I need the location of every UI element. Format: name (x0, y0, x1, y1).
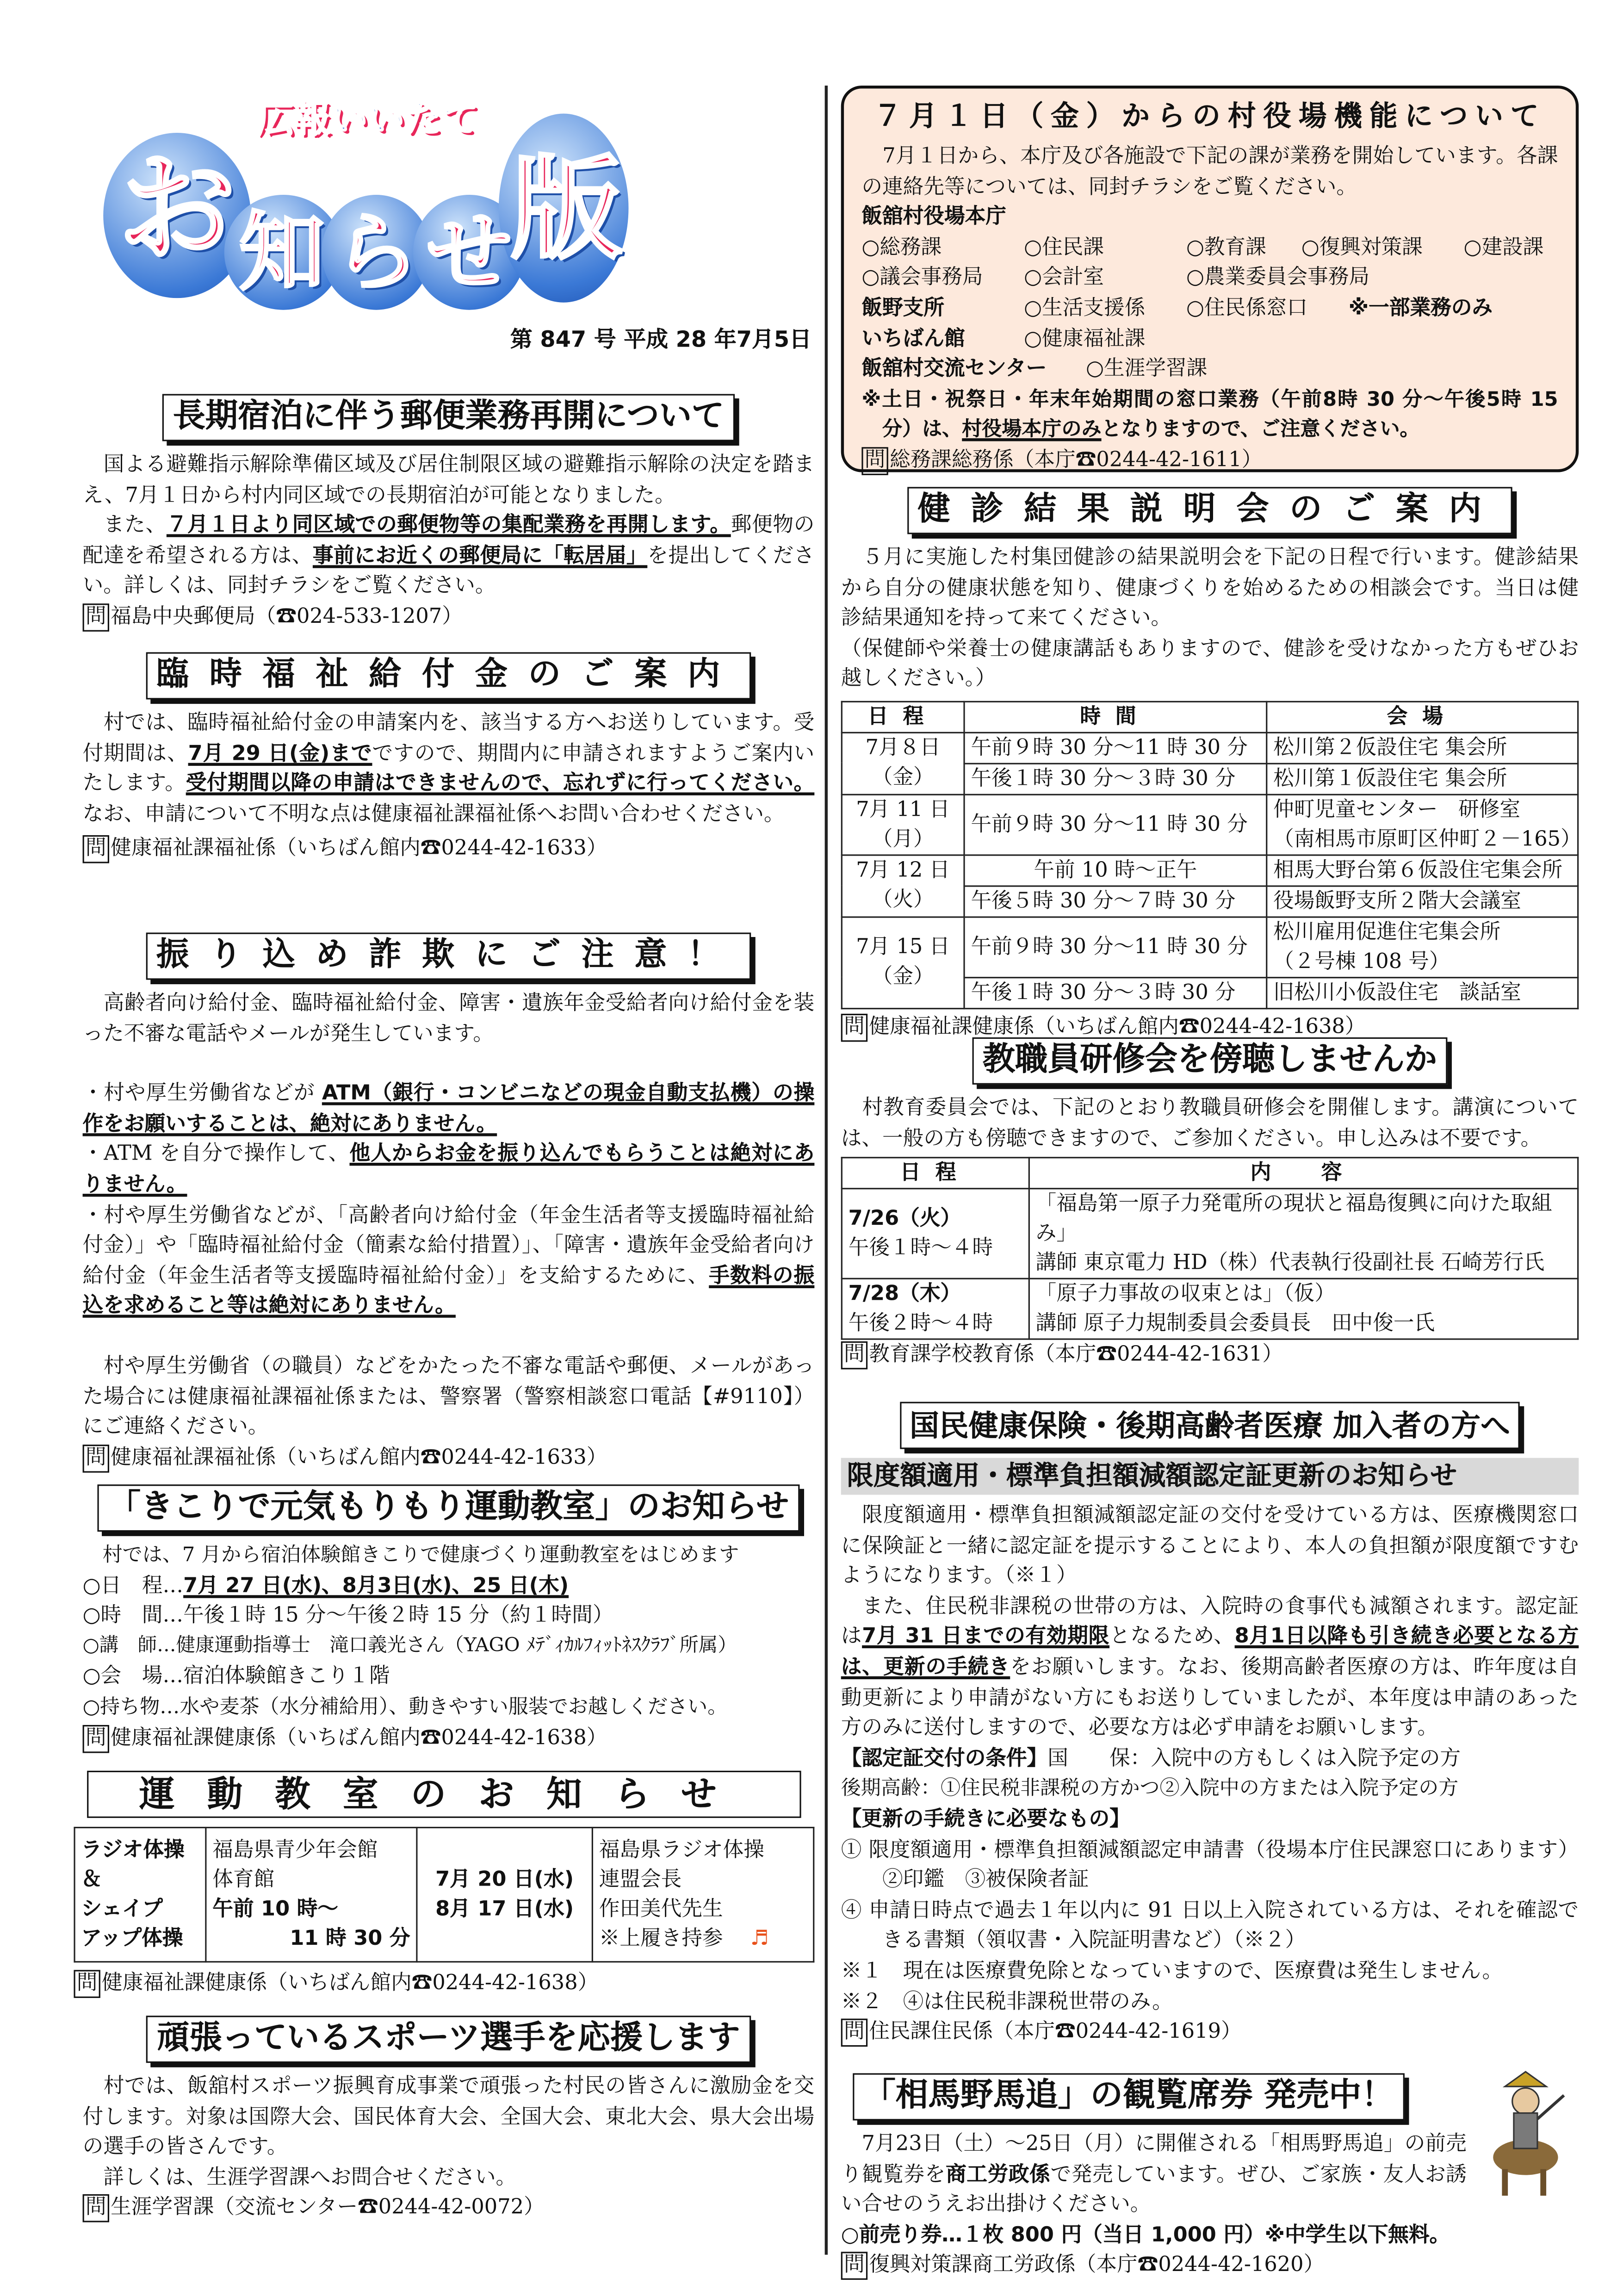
text-segment: 村では、飯舘村スポーツ振興育成事業で頑張った村民の皆さんに激励金を交付します。対象は国際大会、国民体育大会、全国大会、東北大会、県大会出場の選手の皆さんです。 (82, 2074, 815, 2159)
date-cell (842, 917, 964, 1009)
exercise-class-table (74, 1827, 814, 1962)
cell-line: （南相馬市原町区仲町２－165） (1273, 827, 1581, 851)
cell-line: 松川第１仮設住宅 集会所 (1273, 767, 1507, 791)
inquiry-mark: 問 (841, 2253, 867, 2281)
ticket-price: ○前売り券…１枚 800 円（当日 1,000 円）※中学生以下無料。 (841, 2223, 1450, 2247)
time-text: 午後２時～４時 (848, 1312, 993, 1336)
paragraph (83, 511, 815, 602)
text-segment: 詳しくは、生涯学習課へお問合せください。 (82, 2166, 517, 2190)
paragraph (83, 450, 815, 511)
venue-cell (1267, 886, 1578, 917)
instructor-line: 作田美代先生 (599, 1898, 723, 1922)
paragraph (83, 1352, 815, 1443)
emphasized-text: 7月 31 日までの有効期限 (862, 1625, 1110, 1649)
issue-number-date: 第 847 号 平成 28 年7月5日 (510, 326, 812, 353)
weekend-note (861, 385, 1558, 446)
venue-cell (1267, 794, 1581, 855)
logo-char: 知 (239, 202, 325, 303)
text-segment: また、 (82, 514, 167, 538)
contact-text: 福島中央郵便局（☎024-533-1207） (111, 605, 463, 629)
time-line: 11 時 30 分 (290, 1927, 410, 1951)
section-subheading: 限度額適用・標準負担額減額認定証更新のお知らせ (841, 1458, 1579, 1495)
condition-text: 国 保：入院中の方もしくは入院予定の方 (1047, 1746, 1461, 1771)
detail-item (83, 1632, 815, 1662)
section-heading: 健診結果説明会のご案内 (907, 487, 1512, 534)
table-row (842, 794, 1578, 855)
inquiry-mark: 問 (83, 836, 109, 864)
text-segment: ・村や厚生労働省などが (82, 1082, 322, 1106)
venue-cell (1267, 855, 1578, 886)
text-segment: となりますので、ご注意ください。 (1101, 418, 1420, 442)
section-heading: 「相馬野馬追」の観覧席券 発売中！ (853, 2073, 1404, 2121)
date-cell (842, 855, 964, 917)
program-cell (74, 1828, 206, 1962)
date-cell (842, 732, 964, 794)
contact-text: 教育課学校教育係（本庁☎0244-42-1631） (869, 1343, 1283, 1367)
place-line: 福島県青少年会館 (212, 1838, 378, 1862)
section-heading: 長期宿泊に伴う郵便業務再開について (162, 394, 734, 441)
logo-char: お (118, 140, 236, 278)
contact-text: 復興対策課商工労政係（本庁☎0244-42-1620） (869, 2253, 1325, 2277)
exercise-class-section (74, 1771, 814, 1999)
inquiry-mark: 問 (74, 1970, 100, 1998)
welfare-benefit-section (83, 652, 815, 865)
bullet-item (83, 1140, 815, 1200)
venue-cell (1267, 732, 1578, 763)
cell-line: 講師 原子力規制委員会委員長 田中俊一氏 (1035, 1312, 1435, 1336)
paragraph: ５月に実施した村集団健診の結果説明会を下記の日程で行います。健診結果から自分の健康状態を知り、健康づくりを始めるための相談会です。当日は健診結果通知を持って来てください。 (841, 546, 1579, 631)
time-cell: 午後５時 30 分～７時 30 分 (964, 886, 1267, 917)
time-cell: 午後１時 30 分～３時 30 分 (964, 763, 1267, 794)
date-cell (842, 1189, 1029, 1279)
paragraph (83, 1540, 815, 1571)
date-text: 7/28（木） (848, 1282, 961, 1306)
inquiry-mark: 問 (841, 2019, 867, 2047)
emphasized-text: ATM（銀行・コンビニなどの現金自動支払機）の操作をお願いすることは、絶対にありません。 (82, 1082, 815, 1136)
logo-subtitle: 広報いいたて (256, 97, 478, 140)
table-header-row (842, 1158, 1578, 1189)
section-heading: 頑張っているスポーツ選手を応援します (147, 2016, 750, 2063)
table-row (842, 1279, 1578, 1340)
text-segment: をお願いします。なお、後期高齢者医療の方は、昨年度は自動更新により申請がない方にもお送りしていましたが、本年度は申請のあった方のみに送付しますので、必要な方は必ず申請をお願いします。 (841, 1655, 1579, 1740)
column-header: 会場 (1267, 701, 1578, 732)
office-location: 飯舘村交流センター (861, 357, 1047, 381)
requirement-item: ① 限度額適用・標準負担額減額認定申請書（役場本庁住民課窓口にあります）②印鑑 ③被保険者証 (841, 1837, 1579, 1892)
paragraph (841, 1501, 1579, 1592)
contact-info (83, 1443, 815, 1473)
nomaoi-ticket-section (841, 2073, 1579, 2282)
date-cell (842, 1279, 1029, 1340)
table-row (842, 732, 1578, 763)
venue-cell (1267, 978, 1578, 1009)
cell-line: （２号棟 108 号） (1273, 950, 1450, 974)
text-segment: 村では、7 月から宿泊体験館きこりで健康づくり運動教室をはじめます (82, 1543, 739, 1567)
department-row (861, 294, 1558, 324)
office-location: いちばん館 (861, 327, 965, 351)
condition-line: 後期高齢：①住民税非課税の方かつ②入院中の方または入院予定の方 (841, 1777, 1459, 1801)
section-heading: 運動教室のお知らせ (87, 1771, 801, 1818)
checkup-schedule-table (841, 701, 1579, 1010)
section-heading: 振り込め詐欺にご注意！ (146, 932, 751, 980)
paragraph: 村教育委員会では、下記のとおり教職員研修会を開催します。講演については、一般の方も傍聴できますので、ご参加ください。申し込みは不要です。 (841, 1096, 1579, 1151)
text-segment: を提出してください。詳しくは、同封チラシをご覧ください。 (82, 544, 815, 598)
bullet-item (83, 1200, 815, 1322)
department: ○建設課 (1463, 236, 1544, 260)
department: ○住民係窓口 (1186, 296, 1308, 320)
paragraph (841, 1592, 1579, 1744)
contact-info (74, 1968, 814, 1999)
contact-info (841, 2251, 1579, 2281)
contact-text: 健康福祉課福祉係（いちばん館内☎0244-42-1633） (111, 1446, 607, 1470)
department: ○教育課 (1186, 236, 1266, 260)
column-header: 時間 (964, 701, 1267, 732)
newsletter-logo (103, 92, 627, 313)
column-header: 日程 (842, 1158, 1029, 1189)
cell-line: 7月 15 日 (856, 936, 950, 960)
place-time-cell (206, 1828, 417, 1962)
department-row (861, 263, 1558, 294)
kikori-exercise-section (83, 1484, 815, 1753)
contact-info (83, 2193, 815, 2224)
text-segment: で発売しています。ぜひ、ご家族・友人お誘い合せのうえお出掛けください。 (841, 2162, 1467, 2217)
cell-line: （金） (872, 766, 934, 790)
date-line: 8月 17 日(水) (435, 1898, 574, 1922)
emphasized-text: ７月１日より同区域での郵便物等の集配業務を再開します。 (166, 514, 731, 538)
table-row (842, 917, 1578, 978)
department: ○総務課 (861, 236, 942, 260)
program-line: シェイプ (81, 1898, 163, 1922)
contact-info (83, 602, 815, 633)
music-note-icon: ♬ (750, 1927, 769, 1951)
contact-text: 総務課総務係（本庁☎0244-42-1611） (889, 448, 1263, 472)
detail-item (83, 1601, 815, 1632)
text-segment: ですので、期間内に申請されますようご案内いたします。 (82, 741, 815, 796)
text-segment: ○講 師…健康運動指導士 滝口義光さん（YAGO ﾒﾃﾞｨｶﾙﾌｨｯﾄﾈｽｸﾗﾌﾞ所属） (82, 1634, 737, 1657)
text-segment: となるため、 (1109, 1625, 1235, 1649)
contact-text: 健康福祉課健康係（いちばん館内☎0244-42-1638） (102, 1971, 599, 1995)
office-location: 飯野支所 (861, 296, 944, 320)
instructor-cell (592, 1828, 813, 1962)
contact-text: 生涯学習課（交流センター☎0244-42-0072） (111, 2196, 545, 2220)
contact-text: 住民課住民係（本庁☎0244-42-1619） (869, 2020, 1242, 2044)
emphasized-text: 事前にお近くの郵便局に「転居届」 (312, 544, 648, 568)
cell-line: 7月８日 (865, 737, 941, 761)
date-line: 7月 20 日(水) (435, 1868, 574, 1892)
table-row (74, 1828, 814, 1962)
emphasized-text: 村役場本庁のみ (962, 418, 1102, 442)
contact-info (841, 1340, 1579, 1371)
emphasized-text: 8月1日以降も引き続き必要となる方は、更新の手続き (841, 1625, 1579, 1679)
cell-line: （金） (872, 966, 934, 990)
section-heading: 国民健康保険・後期高齢者医療 加入者の方へ (899, 1402, 1520, 1449)
cell-line: 仲町児童センター 研修室 (1273, 798, 1521, 822)
table-row (842, 855, 1578, 886)
training-schedule-table (841, 1157, 1579, 1340)
text-segment: ○日 程… (82, 1574, 184, 1598)
table-row (842, 1189, 1578, 1279)
condition-line (841, 1744, 1579, 1775)
text-segment: また、住民税非課税の世帯の方は、入院時の食事代も減額されます。認定証は (841, 1595, 1579, 1649)
text-segment: 村では、臨時福祉給付金の申請案内を、該当する方へお送りしています。受付期間は、 (82, 711, 815, 765)
venue-cell (1267, 917, 1578, 978)
text-segment: 商工労政係 (946, 2162, 1051, 2186)
program-line: ＆ (81, 1868, 102, 1892)
text-segment: ・村や厚生労働省などが、「高齢者向け給付金（年金生活者等支援臨時福祉給付金）」や「臨時福祉給付金（簡素な給付措置）」、「障害・遺族年金受給者向け給付金（年金生活者等支援臨時福祉給付金）」を支給するために、 (82, 1203, 815, 1288)
emphasized-text: 他人からお金を振り込んでもらうことは絶対にありません。 (82, 1142, 815, 1197)
contact-text: 健康福祉課健康係（いちばん館内☎0244-42-1638） (111, 1725, 607, 1750)
department: ○生活支援係 (1024, 296, 1146, 320)
paragraph: 7月１日から、本庁及び各施設で下記の課が業務を開始しています。各課の連絡先等については、同封チラシをご覧ください。 (861, 144, 1558, 199)
time-cell: 午後１時 30 分～３時 30 分 (964, 978, 1267, 1009)
checkup-results-section (841, 487, 1579, 1043)
department: ○生涯学習課 (1086, 357, 1208, 381)
footnote: ※１ 現在は医療費免除となっていますので、医療費は発生しません。 (841, 1959, 1503, 1983)
inquiry-mark: 問 (83, 603, 109, 632)
text-segment: なお、申請について不明な点は健康福祉課福祉係へお問い合わせください。 (82, 802, 785, 826)
department: ○農業委員会事務局 (1186, 266, 1370, 290)
logo-char: ら (333, 202, 419, 303)
paragraph (841, 2129, 1467, 2221)
section-heading: 「きこりで元気もりもり運動教室」のお知らせ (98, 1484, 799, 1532)
time-cell: 午前９時 30 分～11 時 30 分 (964, 732, 1267, 763)
text-segment: 村や厚生労働省（の職員）などをかたった不審な電話や郵便、メールがあった場合には健康福祉課福祉係または、警察署（警察相談窓口電話【#9110】）にご連絡ください。 (82, 1354, 815, 1439)
contact-info (83, 1723, 815, 1753)
sports-support-section (83, 2016, 815, 2224)
date-cell (842, 794, 964, 855)
condition-label: 【認定証交付の条件】 (841, 1746, 1048, 1771)
logo-char: せ (426, 202, 512, 303)
cell-line: 松川第２仮設住宅 集会所 (1273, 736, 1507, 760)
cell-line: 講師 東京電力 HD（株）代表執行役副社長 石崎芳行氏 (1035, 1251, 1545, 1275)
emphasized-text: 受付期間以降の申請はできませんので、忘れずに行ってください。 (186, 772, 815, 796)
text-segment: 限度額適用・標準負担額減額認定証の交付を受けている方は、医療機関窓口に保険証と一緒に認定証を提示することにより、本人の負担額が限度額ですむようになります。（※１） (841, 1503, 1579, 1588)
cell-line: 7月 11 日 (856, 798, 950, 822)
section-heading: 臨時福祉給付金のご案内 (146, 652, 751, 700)
department: ○住民課 (1024, 236, 1104, 260)
cell-line: （火） (872, 889, 934, 913)
cell-line: 松川雇用促進住宅集会所 (1273, 920, 1501, 944)
time-text: 午後１時～４時 (848, 1236, 993, 1261)
dates-cell (417, 1828, 592, 1962)
cell-line: 「福島第一原子力発電所の現状と福島復興に向けた取組み」 (1035, 1192, 1552, 1246)
text-segment: ○時 間…午後１時 15 分～午後２時 15 分（約１時間） (82, 1604, 613, 1628)
text-segment: 高齢者向け給付金、臨時福祉給付金、障害・遺族年金受給者向け給付金を装った不審な電話やメールが発生しています。 (82, 992, 815, 1046)
inquiry-mark: 問 (83, 1725, 109, 1753)
section-heading: ７月１日（金）からの村役場機能について (873, 100, 1546, 133)
contact-text: 健康福祉課健康係（いちばん館内☎0244-42-1638） (869, 1015, 1366, 1039)
department: ○会計室 (1024, 266, 1104, 290)
contact-info (861, 446, 1558, 476)
office-location: 飯舘村役場本庁 (861, 205, 1006, 229)
inquiry-mark: 問 (841, 1014, 867, 1042)
department-row (861, 233, 1558, 263)
department: ○議会事務局 (861, 266, 983, 290)
cell-line: 7月 12 日 (856, 859, 950, 883)
village-office-notice-box (841, 86, 1579, 472)
cell-line: 相馬大野台第６仮設住宅集会所 (1273, 858, 1563, 882)
department: ○復興対策課 (1301, 236, 1423, 260)
department: ○健康福祉課 (1024, 327, 1146, 351)
inquiry-mark: 問 (83, 1444, 109, 1472)
fraud-warning-section (83, 932, 815, 1473)
contact-info (841, 2017, 1579, 2048)
text-segment: 国よる避難指示解除準備区域及び居住制限区域の避難指示解除の決定を踏まえ、7月１日から村内同区域での長期宿泊が可能となりました。 (82, 453, 815, 507)
paragraph (83, 2163, 815, 2193)
paragraph (83, 989, 815, 1049)
samurai-horse-illustration-icon (1475, 2066, 1576, 2202)
inquiry-mark: 問 (841, 1341, 867, 1370)
paragraph: （保健師や栄養士の健康講話もありますので、健診を受けなかった方もぜひお越しください。） (841, 637, 1579, 691)
cell-line: （月） (872, 827, 934, 851)
instructor-line: 連盟会長 (599, 1868, 682, 1892)
program-line: ラジオ体操 (81, 1838, 185, 1862)
text-segment: ※土日・祝祭日・年末年始期間の窓口業務（午前8時 30 分～午後5時 15 分）は、 (861, 387, 1558, 442)
text-segment: ・ATM を自分で操作して、 (82, 1142, 350, 1167)
instructor-line: 福島県ラジオ体操 (599, 1838, 764, 1862)
inquiry-mark: 問 (861, 447, 888, 475)
text-segment: ○会 場…宿泊体験館きこり１階 (82, 1665, 390, 1689)
postal-section (83, 394, 815, 632)
bullet-item (83, 1079, 815, 1140)
place-line: 体育館 (212, 1868, 275, 1892)
health-insurance-section (841, 1402, 1579, 2048)
contact-text: 健康福祉課福祉係（いちばん館内☎0244-42-1633） (111, 837, 607, 861)
contact-info (83, 834, 815, 865)
emphasized-text: 手数料の振込を求めること等は絶対にありません。 (82, 1264, 815, 1318)
department-row (861, 324, 1558, 354)
date-text: 7/26（火） (848, 1207, 961, 1231)
text-segment: ○持ち物…水や麦茶（水分補給用）、動きやすい服装でお越しください。 (82, 1695, 728, 1719)
emphasized-text: 7月 29 日(金)まで (188, 741, 372, 765)
column-header: 日程 (842, 701, 964, 732)
detail-item (83, 1662, 815, 1693)
teacher-training-section (841, 1037, 1579, 1371)
cell-line: 役場飯野支所２階大会議室 (1273, 889, 1521, 913)
content-cell (1029, 1279, 1578, 1340)
inquiry-mark: 問 (83, 2195, 109, 2223)
note: ※一部業務のみ (1348, 296, 1493, 320)
detail-item (83, 1571, 815, 1601)
cell-line: 旧松川小仮設住宅 談話室 (1273, 981, 1521, 1005)
column-divider (825, 86, 827, 2255)
table-header-row (842, 701, 1578, 732)
program-line: アップ体操 (81, 1927, 183, 1951)
content-cell (1029, 1189, 1578, 1279)
department-row (861, 354, 1558, 385)
time-cell: 午前９時 30 分～11 時 30 分 (964, 917, 1267, 978)
text-segment: 郵便物の配達を希望される方は、 (82, 514, 815, 568)
paragraph (83, 2072, 815, 2163)
footnote: ※２ ④は住民税非課税世帯のみ。 (841, 1990, 1173, 2014)
venue-cell (1267, 763, 1578, 794)
requirement-item: ④ 申請日時点で過去１年以内に 91 日以上入院されている方は、それを確認できる書類（領収書・入院証明書など）（※２） (841, 1899, 1579, 1953)
detail-item (83, 1693, 815, 1723)
section-heading: 教職員研修会を傍聴しませんか (973, 1037, 1448, 1085)
time-cell: 午前 10 時～正午 (964, 855, 1267, 886)
text-segment: 7月23日（土）～25日（月）に開催される「相馬野馬追」の前売り観覧券を (841, 2132, 1467, 2186)
column-header: 内 容 (1029, 1158, 1578, 1189)
paragraph (83, 708, 815, 830)
requirements-label: 【更新の手続きに必要なもの】 (841, 1807, 1130, 1831)
instructor-line: ※上履き持参 (599, 1927, 723, 1951)
time-cell: 午前９時 30 分～11 時 30 分 (964, 794, 1267, 855)
emphasized-text: 7月 27 日(水)、8月3日(水)、25 日(木) (183, 1574, 569, 1598)
logo-char: 版 (510, 143, 623, 275)
time-line: 午前 10 時～ (212, 1898, 339, 1922)
cell-line: 「原子力事故の収束とは」（仮） (1035, 1282, 1336, 1306)
